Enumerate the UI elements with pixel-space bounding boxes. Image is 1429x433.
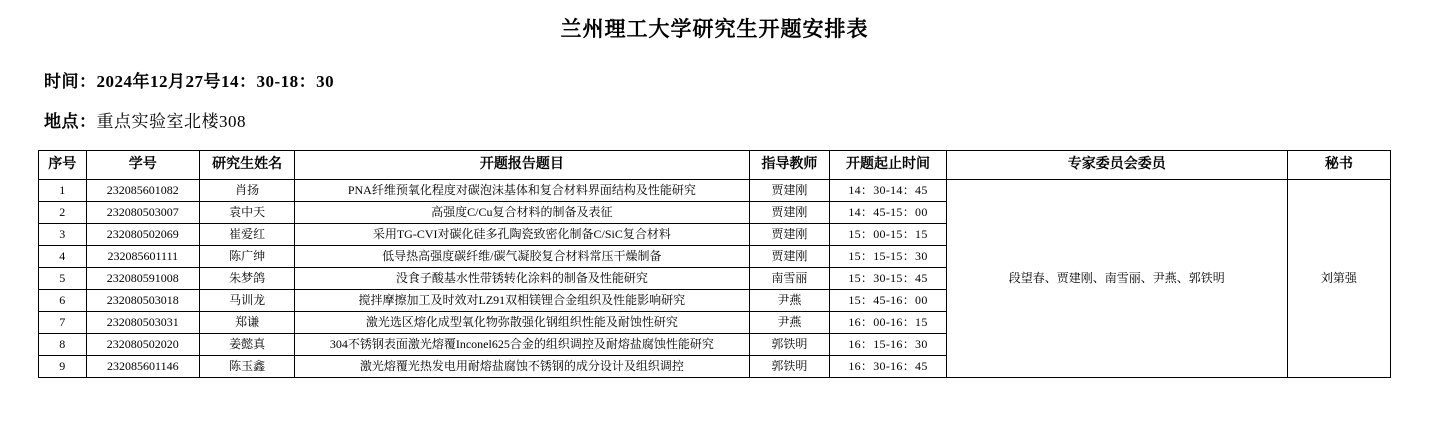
cell-student-id: 232085601082 (86, 180, 200, 202)
cell-student-id: 232080503018 (86, 290, 200, 312)
cell-student-name: 崔爱红 (200, 224, 295, 246)
cell-student-id: 232085601111 (86, 246, 200, 268)
cell-teacher: 贾建刚 (749, 202, 830, 224)
cell-seq: 2 (39, 202, 87, 224)
cell-seq: 4 (39, 246, 87, 268)
cell-student-name: 陈广绅 (200, 246, 295, 268)
schedule-table-wrapper (38, 150, 1391, 378)
cell-time: 16：30-16：45 (830, 356, 947, 378)
cell-seq: 3 (39, 224, 87, 246)
cell-student-name: 姜懿真 (200, 334, 295, 356)
cell-student-name: 袁中天 (200, 202, 295, 224)
table-row (39, 180, 1391, 202)
cell-teacher: 尹燕 (749, 312, 830, 334)
header-seq: 序号 (39, 151, 87, 180)
cell-seq: 9 (39, 356, 87, 378)
cell-teacher: 贾建刚 (749, 246, 830, 268)
cell-teacher: 郭铁明 (749, 334, 830, 356)
cell-student-id: 232080502020 (86, 334, 200, 356)
schedule-table (38, 150, 1391, 378)
header-teacher: 指导教师 (749, 151, 830, 180)
cell-committee: 段望春、贾建刚、南雪丽、尹燕、郭铁明 (946, 180, 1287, 378)
cell-time: 15：30-15：45 (830, 268, 947, 290)
cell-student-id: 232080591008 (86, 268, 200, 290)
page-title: 兰州理工大学研究生开题安排表 (560, 17, 869, 41)
cell-teacher: 贾建刚 (749, 224, 830, 246)
cell-topic: PNA纤维预氧化程度对碳泡沫基体和复合材料界面结构及性能研究 (295, 180, 749, 202)
cell-student-id: 232080503031 (86, 312, 200, 334)
cell-time: 16：00-16：15 (830, 312, 947, 334)
header-committee: 专家委员会委员 (946, 151, 1287, 180)
cell-student-name: 马训龙 (200, 290, 295, 312)
cell-time: 14：45-15：00 (830, 202, 947, 224)
cell-topic: 低导热高强度碳纤维/碳气凝胶复合材料常压干燥制备 (295, 246, 749, 268)
meta-time-line (44, 67, 1429, 92)
cell-topic: 高强度C/Cu复合材料的制备及表征 (295, 202, 749, 224)
cell-seq: 7 (39, 312, 87, 334)
meta-place-label: 地点： (44, 112, 97, 131)
cell-student-id: 232080503007 (86, 202, 200, 224)
cell-seq: 5 (39, 268, 87, 290)
meta-place-line (44, 107, 1429, 132)
table-header-row (39, 151, 1391, 180)
cell-student-id: 232080502069 (86, 224, 200, 246)
cell-topic: 激光选区熔化成型氧化物弥散强化钢组织性能及耐蚀性研究 (295, 312, 749, 334)
header-time: 开题起止时间 (830, 151, 947, 180)
meta-place-value: 重点实验室北楼308 (96, 112, 246, 131)
cell-secretary: 刘第强 (1287, 180, 1390, 378)
cell-student-name: 郑谦 (200, 312, 295, 334)
cell-seq: 1 (39, 180, 87, 202)
cell-topic: 没食子酸基水性带锈转化涂料的制备及性能研究 (295, 268, 749, 290)
cell-teacher: 尹燕 (749, 290, 830, 312)
cell-student-name: 陈玉鑫 (200, 356, 295, 378)
cell-time: 14：30-14：45 (830, 180, 947, 202)
meta-time-label: 时间： (44, 72, 97, 91)
cell-topic: 搅拌摩擦加工及时效对LZ91双相镁锂合金组织及性能影响研究 (295, 290, 749, 312)
cell-seq: 8 (39, 334, 87, 356)
header-student-id: 学号 (86, 151, 200, 180)
header-topic: 开题报告题目 (295, 151, 749, 180)
cell-time: 16：15-16：30 (830, 334, 947, 356)
cell-teacher: 郭铁明 (749, 356, 830, 378)
cell-time: 15：00-15：15 (830, 224, 947, 246)
cell-time: 15：45-16：00 (830, 290, 947, 312)
cell-student-id: 232085601146 (86, 356, 200, 378)
header-student-name: 研究生姓名 (200, 151, 295, 180)
cell-topic: 采用TG-CVI对碳化硅多孔陶瓷致密化制备C/SiC复合材料 (295, 224, 749, 246)
cell-student-name: 肖扬 (200, 180, 295, 202)
document-page (0, 13, 1429, 433)
cell-teacher: 南雪丽 (749, 268, 830, 290)
cell-topic: 304不锈钢表面激光熔覆Inconel625合金的组织调控及耐熔盐腐蚀性能研究 (295, 334, 749, 356)
header-secretary: 秘书 (1287, 151, 1390, 180)
meta-time-value: 2024年12月27号14：30-18：30 (96, 72, 335, 91)
cell-time: 15：15-15：30 (830, 246, 947, 268)
cell-student-name: 朱梦鸽 (200, 268, 295, 290)
cell-topic: 激光熔覆光热发电用耐熔盐腐蚀不锈钢的成分设计及组织调控 (295, 356, 749, 378)
cell-teacher: 贾建刚 (749, 180, 830, 202)
cell-seq: 6 (39, 290, 87, 312)
